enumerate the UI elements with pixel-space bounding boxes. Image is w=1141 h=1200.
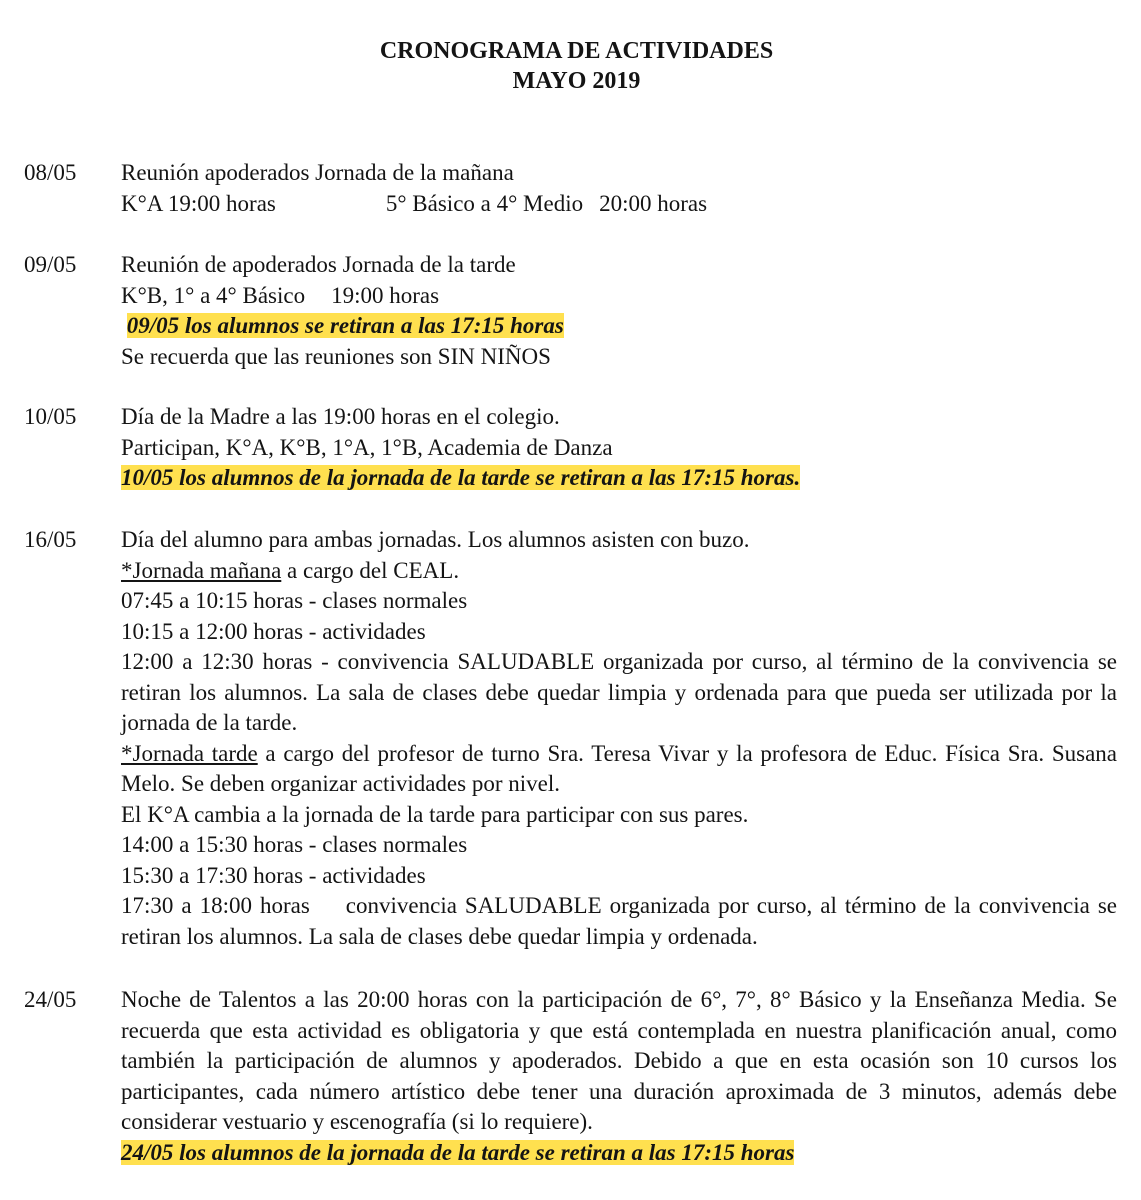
entry-text: a cargo del profesor de turno Sra. Teresa Vivar y la profesora de Educ. Física Sra. Susana Melo. Se deben organizar actividades por nivel. (121, 740, 1117, 796)
entry-line (121, 891, 1117, 952)
entry-text: 17:30 a 18:00 horas (121, 893, 310, 918)
entry-line (121, 463, 1117, 494)
highlighted-notice: 09/05 los alumnos se retiran a las 17:15 horas (126, 313, 564, 338)
entry-line (121, 556, 1117, 587)
entry-body (121, 525, 1117, 952)
entry-line (121, 189, 1117, 220)
section-label: *Jornada mañana (121, 557, 282, 583)
entry-date: 09/05 (24, 252, 77, 277)
document-subtitle: MAYO 2019 (512, 68, 641, 94)
entry-date: 08/05 (24, 160, 77, 185)
entry-line: El K°A cambia a la jornada de la tarde para participar con sus pares. (121, 801, 749, 827)
entry-line: 07:45 a 10:15 horas - clases normales (121, 588, 468, 613)
entry-line: Participan, K°A, K°B, 1°A, 1°B, Academia de Danza (121, 434, 613, 460)
entry-line: Reunión apoderados Jornada de la mañana (121, 160, 514, 185)
entry-date: 16/05 (24, 527, 77, 552)
section-label: *Jornada tarde (121, 740, 258, 766)
entry-line: Día de la Madre a las 19:00 horas en el colegio. (121, 404, 560, 429)
entry-text: convivencia SALUDABLE organizada por curso, al término de la convivencia se retiran los alumnos. La sala de clases debe quedar limpia y ordenada. (121, 893, 1117, 949)
entry-text: 19:00 horas (331, 282, 440, 308)
entry-body (121, 250, 1117, 372)
entry-date: 10/05 (24, 404, 77, 429)
highlighted-notice: 24/05 los alumnos de la jornada de la tarde se retiran a las 17:15 horas (121, 1139, 795, 1165)
entry-line: 15:30 a 17:30 horas - actividades (121, 862, 426, 888)
entry-text: K°B, 1° a 4° Básico (121, 282, 306, 308)
entry-text: K°A 19:00 horas (121, 190, 276, 216)
entry-line: 10:15 a 12:00 horas - actividades (121, 618, 426, 644)
entry-line: Se recuerda que las reuniones son SIN NIÑOS (121, 343, 551, 369)
document-title: CRONOGRAMA DE ACTIVIDADES (379, 38, 774, 64)
entry-body (121, 985, 1117, 1168)
entry-text: a cargo del CEAL. (281, 557, 460, 583)
entry-body (121, 402, 1117, 494)
entry-line (121, 739, 1117, 800)
entry-text: 5° Básico a 4° Medio (385, 190, 584, 216)
entry-line: 14:00 a 15:30 horas - clases normales (121, 832, 468, 857)
entry-body (121, 158, 1117, 219)
entry-line: Reunión de apoderados Jornada de la tarde (121, 252, 516, 277)
entry-line: Día del alumno para ambas jornadas. Los alumnos asisten con buzo. (121, 527, 750, 552)
highlighted-notice: 10/05 los alumnos de la jornada de la tarde se retiran a las 17:15 horas. (121, 465, 801, 490)
entry-line (121, 311, 1117, 342)
entry-line (121, 281, 1117, 312)
entry-line (121, 1138, 1117, 1169)
entry-date: 24/05 (24, 987, 77, 1012)
entry-paragraph: Noche de Talentos a las 20:00 horas con la participación de 6°, 7°, 8° Básico y la Enseñanza Media. Se recuerda que esta actividad es obligatoria y que está contemplada en nuestra planificación anual, como también la participación de alumnos y apoderados. Debido a que en esta ocasión son 10 cursos los participantes, cada número artístico debe tener una duración aproximada de 3 minutos, además debe considerar vestuario y escenografía (si lo requiere). (121, 987, 1117, 1134)
entry-line: 12:00 a 12:30 horas - convivencia SALUDABLE organizada por curso, al término de la convivencia se retiran los alumnos. La sala de clases debe quedar limpia y ordenada para que pueda ser utilizada por la jornada de la tarde. (121, 649, 1117, 735)
entry-text: 20:00 horas (599, 190, 708, 216)
